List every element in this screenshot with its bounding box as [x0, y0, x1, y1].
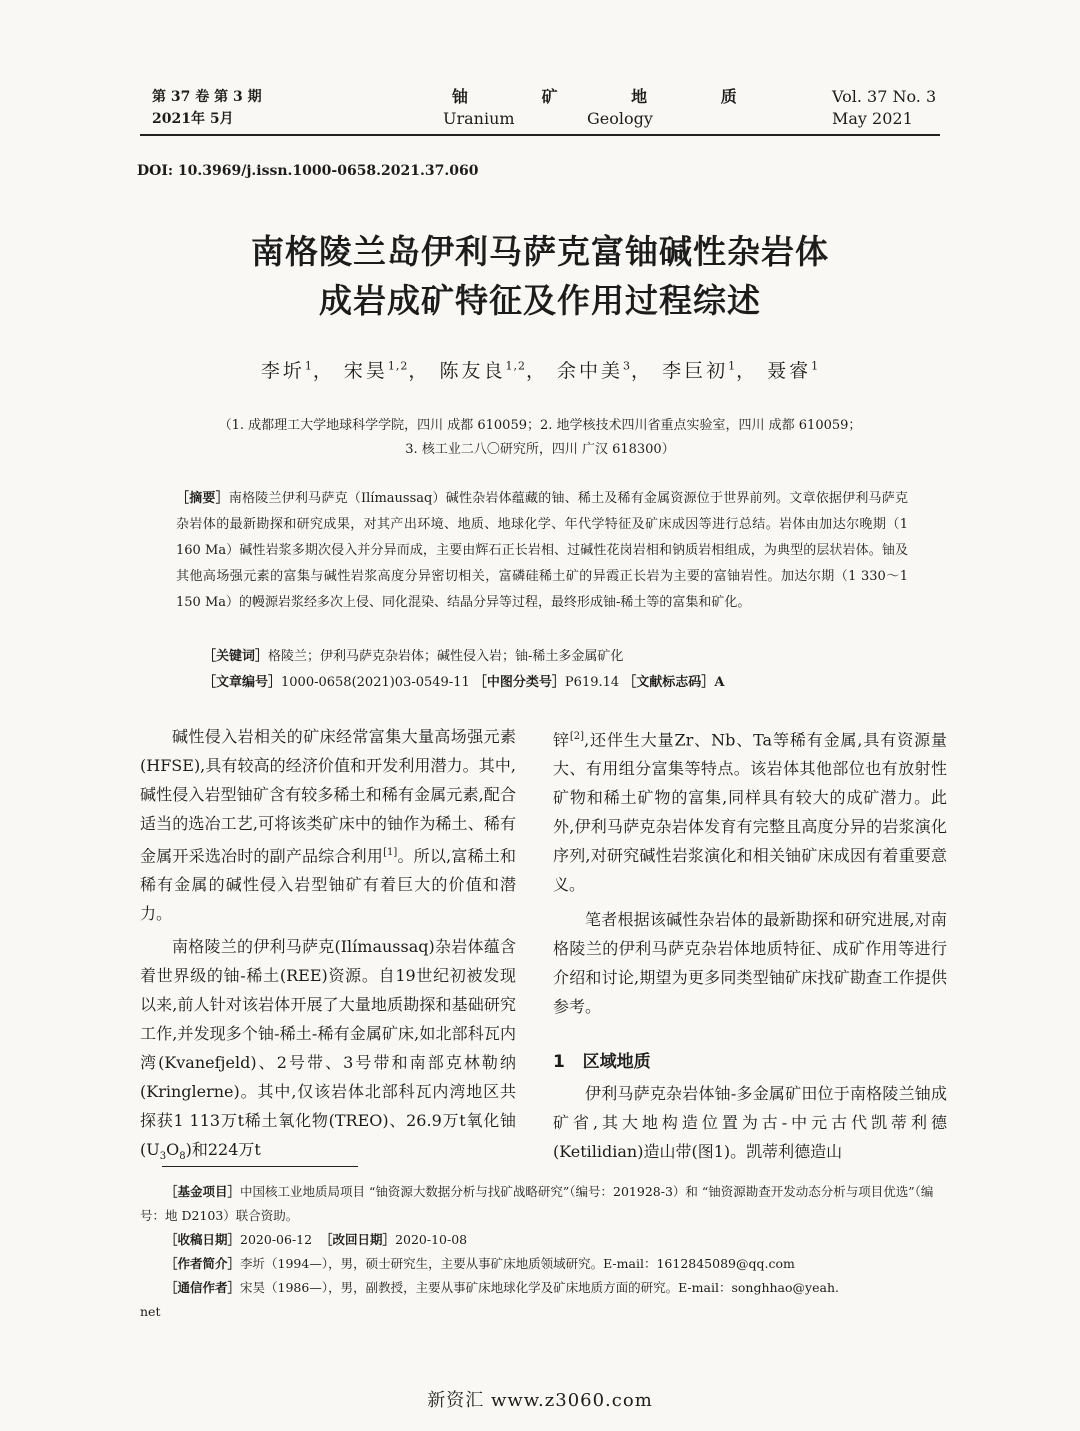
- article-title-line2: 成岩成矿特征及作用过程综述: [319, 281, 761, 320]
- header-date: 2021年 5月: [152, 111, 234, 127]
- author-name: 宋昊: [343, 360, 388, 382]
- clc-code: P619.14: [564, 675, 620, 690]
- paragraph-text: O: [166, 1140, 180, 1160]
- received-label: ［收稿日期］: [165, 1232, 241, 1247]
- paragraph-text: 锌: [553, 730, 570, 750]
- author-affil-sup: 1,2: [505, 359, 526, 373]
- watermark: 新资汇 www.z3060.com: [427, 1390, 653, 1411]
- affiliation-line1: （1. 成都理工大学地球科学学院，四川 成都 610059；2. 地学核技术四川省重点实验室，四川 成都 610059；: [218, 418, 862, 433]
- paragraph-text: 南格陵兰的伊利马萨克(Ilímaussaq)杂岩体蕴含着世界级的铀-稀土(REE)资源。自19世纪初被发现以来,前人针对该岩体开展了大量地质勘探和基础研究工作,并发现多个铀-稀土-稀有金属矿床,如北部科瓦内湾(Kvanefjeld)、2号带、3号带和南部克林勒纳(Kringlerne)。其中,仅该岩体北部科瓦内湾地区共探获1 113万t稀土氧化物(TREO)、26.9万t氧化铀(U: [140, 937, 516, 1160]
- section-number: 1: [553, 1052, 565, 1073]
- journal-title-cn: 铀 矿 地 质: [452, 87, 771, 106]
- author-bio: 李圻（1994—），男，硕士研究生，主要从事矿床地质领域研究。E-mail：1612845089@qq.com: [240, 1256, 795, 1271]
- section-heading: [553, 1048, 947, 1077]
- subscript: 3: [159, 1151, 167, 1163]
- abstract-text: 南格陵兰伊利马萨克（Ilímaussaq）碱性杂岩体蕴藏的铀、稀土及稀有金属资源位于世界前列。文章依据伊利马萨克杂岩体的最新勘探和研究成果，对其产出环境、地质、地球化学、年代学特征及矿床成因等进行总结。岩体由加达尔晚期（1 160 Ma）碱性岩浆多期次侵入并分异而成，主要由辉石正长岩相、过碱性花岗岩相和钠质岩相组成，为典型的层状岩体。铀及其他高场强元素的富集与碱性岩浆高度分异密切相关，富磷硅稀土矿的异霞正长岩为主要的富铀岩性。加达尔期（1 330～1 150 Ma）的幔源岩浆经多次上侵、同化混染、结晶分异等过程，最终形成铀-稀土等的富集和矿化。: [176, 491, 908, 610]
- body-right-column: [553, 722, 947, 1166]
- doi: DOI: 10.3969/j.issn.1000-0658.2021.37.060: [137, 163, 479, 179]
- author-name: 聂睿: [767, 360, 812, 382]
- received-date: 2020-06-12: [240, 1232, 313, 1247]
- article-no: 1000-0658(2021)03-0549-11: [281, 675, 470, 690]
- footnote-rule: [162, 1166, 358, 1167]
- footnote-author: [140, 1252, 946, 1276]
- section-title: 区域地质: [582, 1052, 651, 1073]
- paragraph: 伊利马萨克杂岩体铀-多金属矿田位于南格陵兰铀成矿省,其大地构造位置为古-中元古代凯蒂利德(Ketilidian)造山带(图1)。凯蒂利德造山: [553, 1084, 947, 1162]
- affiliation-line2: 3. 核工业二八〇研究所，四川 广汉 618300）: [405, 442, 675, 457]
- article-no-label: ［文章编号］: [203, 675, 282, 690]
- abstract-label: ［摘要］: [176, 491, 229, 506]
- paragraph-text: 碱性侵入岩相关的矿床经常富集大量高场强元素(HFSE),具有较高的经济价值和开发利用潜力。其中,碱性侵入岩型铀矿含有较多稀土和稀有金属元素,配合适当的选冶工艺,可将该类矿床中的铀作为稀土、稀有金属开采选冶时的副产品综合利用: [140, 727, 516, 866]
- footnote-corresponding-cont: net: [140, 1304, 161, 1319]
- corresponding-text: 宋昊（1986—），男，副教授，主要从事矿床地球化学及矿床地质方面的研究。E-mail：songhhao@yeah.: [240, 1280, 839, 1295]
- doc-code: A: [714, 675, 725, 690]
- header-rule: [140, 134, 940, 136]
- author-name: 李巨初: [662, 360, 729, 382]
- paragraph-text: 。所以,富稀土和稀有金属的碱性侵入岩型铀矿有着巨大的价值和潜力。: [140, 846, 516, 924]
- paragraph: [140, 932, 516, 1171]
- paragraph-text: )和224万t: [185, 1140, 261, 1160]
- revised-label: ［改回日期］: [320, 1232, 396, 1247]
- footnote-fund: [140, 1180, 946, 1228]
- article-title-line1: 南格陵兰岛伊利马萨克富铀碱性杂岩体: [251, 232, 829, 271]
- author-affil-sup: 1: [811, 359, 820, 373]
- doc-code-label: ［文献标志码］: [623, 675, 715, 690]
- paragraph: 笔者根据该碱性杂岩体的最新勘探和研究进展,对南格陵兰的伊利马萨克杂岩体地质特征、成矿作用等进行介绍和讨论,期望为更多同类型铀矿床找矿勘查工作提供参考。: [553, 910, 947, 1017]
- keywords-label: ［关键词］: [203, 649, 269, 664]
- author-affil-sup: 1: [728, 359, 737, 373]
- abstract: [176, 486, 908, 616]
- article-meta: [203, 670, 724, 696]
- header-vol-en: Vol. 37 No. 3: [832, 87, 937, 106]
- footnotes: [140, 1180, 946, 1324]
- author-affil-sup: 1,2: [387, 359, 409, 373]
- body-left-column: [140, 722, 516, 1172]
- keywords-text: 格陵兰；伊利马萨克杂岩体；碱性侵入岩；铀-稀土多金属矿化: [268, 649, 624, 664]
- corresponding-label: ［通信作者］: [165, 1280, 241, 1295]
- header-date-en: May 2021: [832, 109, 913, 128]
- author-affil-sup: 3: [623, 359, 632, 373]
- header-volume-issue: 第 37 卷 第 3 期: [152, 89, 262, 105]
- author-name: 余中美: [557, 360, 624, 382]
- author-bio-label: ［作者简介］: [165, 1256, 241, 1271]
- author-name: 李圻: [260, 360, 305, 382]
- author-affil-sup: 1: [304, 359, 313, 373]
- citation: [2]: [569, 731, 585, 742]
- journal-title-en-2: Geology: [587, 109, 653, 128]
- fund-label: ［基金项目］: [165, 1184, 241, 1199]
- revised-date: 2020-10-08: [395, 1232, 468, 1247]
- subscript: 8: [179, 1151, 186, 1163]
- citation: [1]: [383, 847, 398, 858]
- paragraph-text: ,还伴生大量Zr、Nb、Ta等稀有金属,具有资源量大、有用组分富集等特点。该岩体其他部位也有放射性矿物和稀土矿物的富集,同样具有较大的成矿潜力。此外,伊利马萨克杂岩体发育有完整且高度分异的岩浆演化序列,对研究碱性岩浆演化和相关铀矿床成因有着重要意义。: [553, 730, 947, 895]
- author-name: 陈友良: [439, 360, 506, 382]
- journal-title-en-1: Uranium: [443, 109, 515, 128]
- author-list: 李圻$^1$， 宋昊$^{1,2}$， 陈友良$^{1,2}$， 余中美$^3$， 李巨初$^1$， 聂睿$^1$: [260, 359, 820, 382]
- clc-label: ［中图分类号］: [473, 675, 565, 690]
- paragraph: [553, 722, 947, 899]
- fund-text: 中国核工业地质局项目 “铀资源大数据分析与找矿战略研究”（编号：201928-3）和 “铀资源勘查开发动态分析与项目优选”（编号：地 D2103）联合资助。: [140, 1184, 934, 1223]
- footnote-corresponding: [140, 1276, 946, 1300]
- paragraph: [140, 722, 516, 928]
- keywords: [203, 644, 623, 670]
- footnote-dates: [140, 1228, 946, 1252]
